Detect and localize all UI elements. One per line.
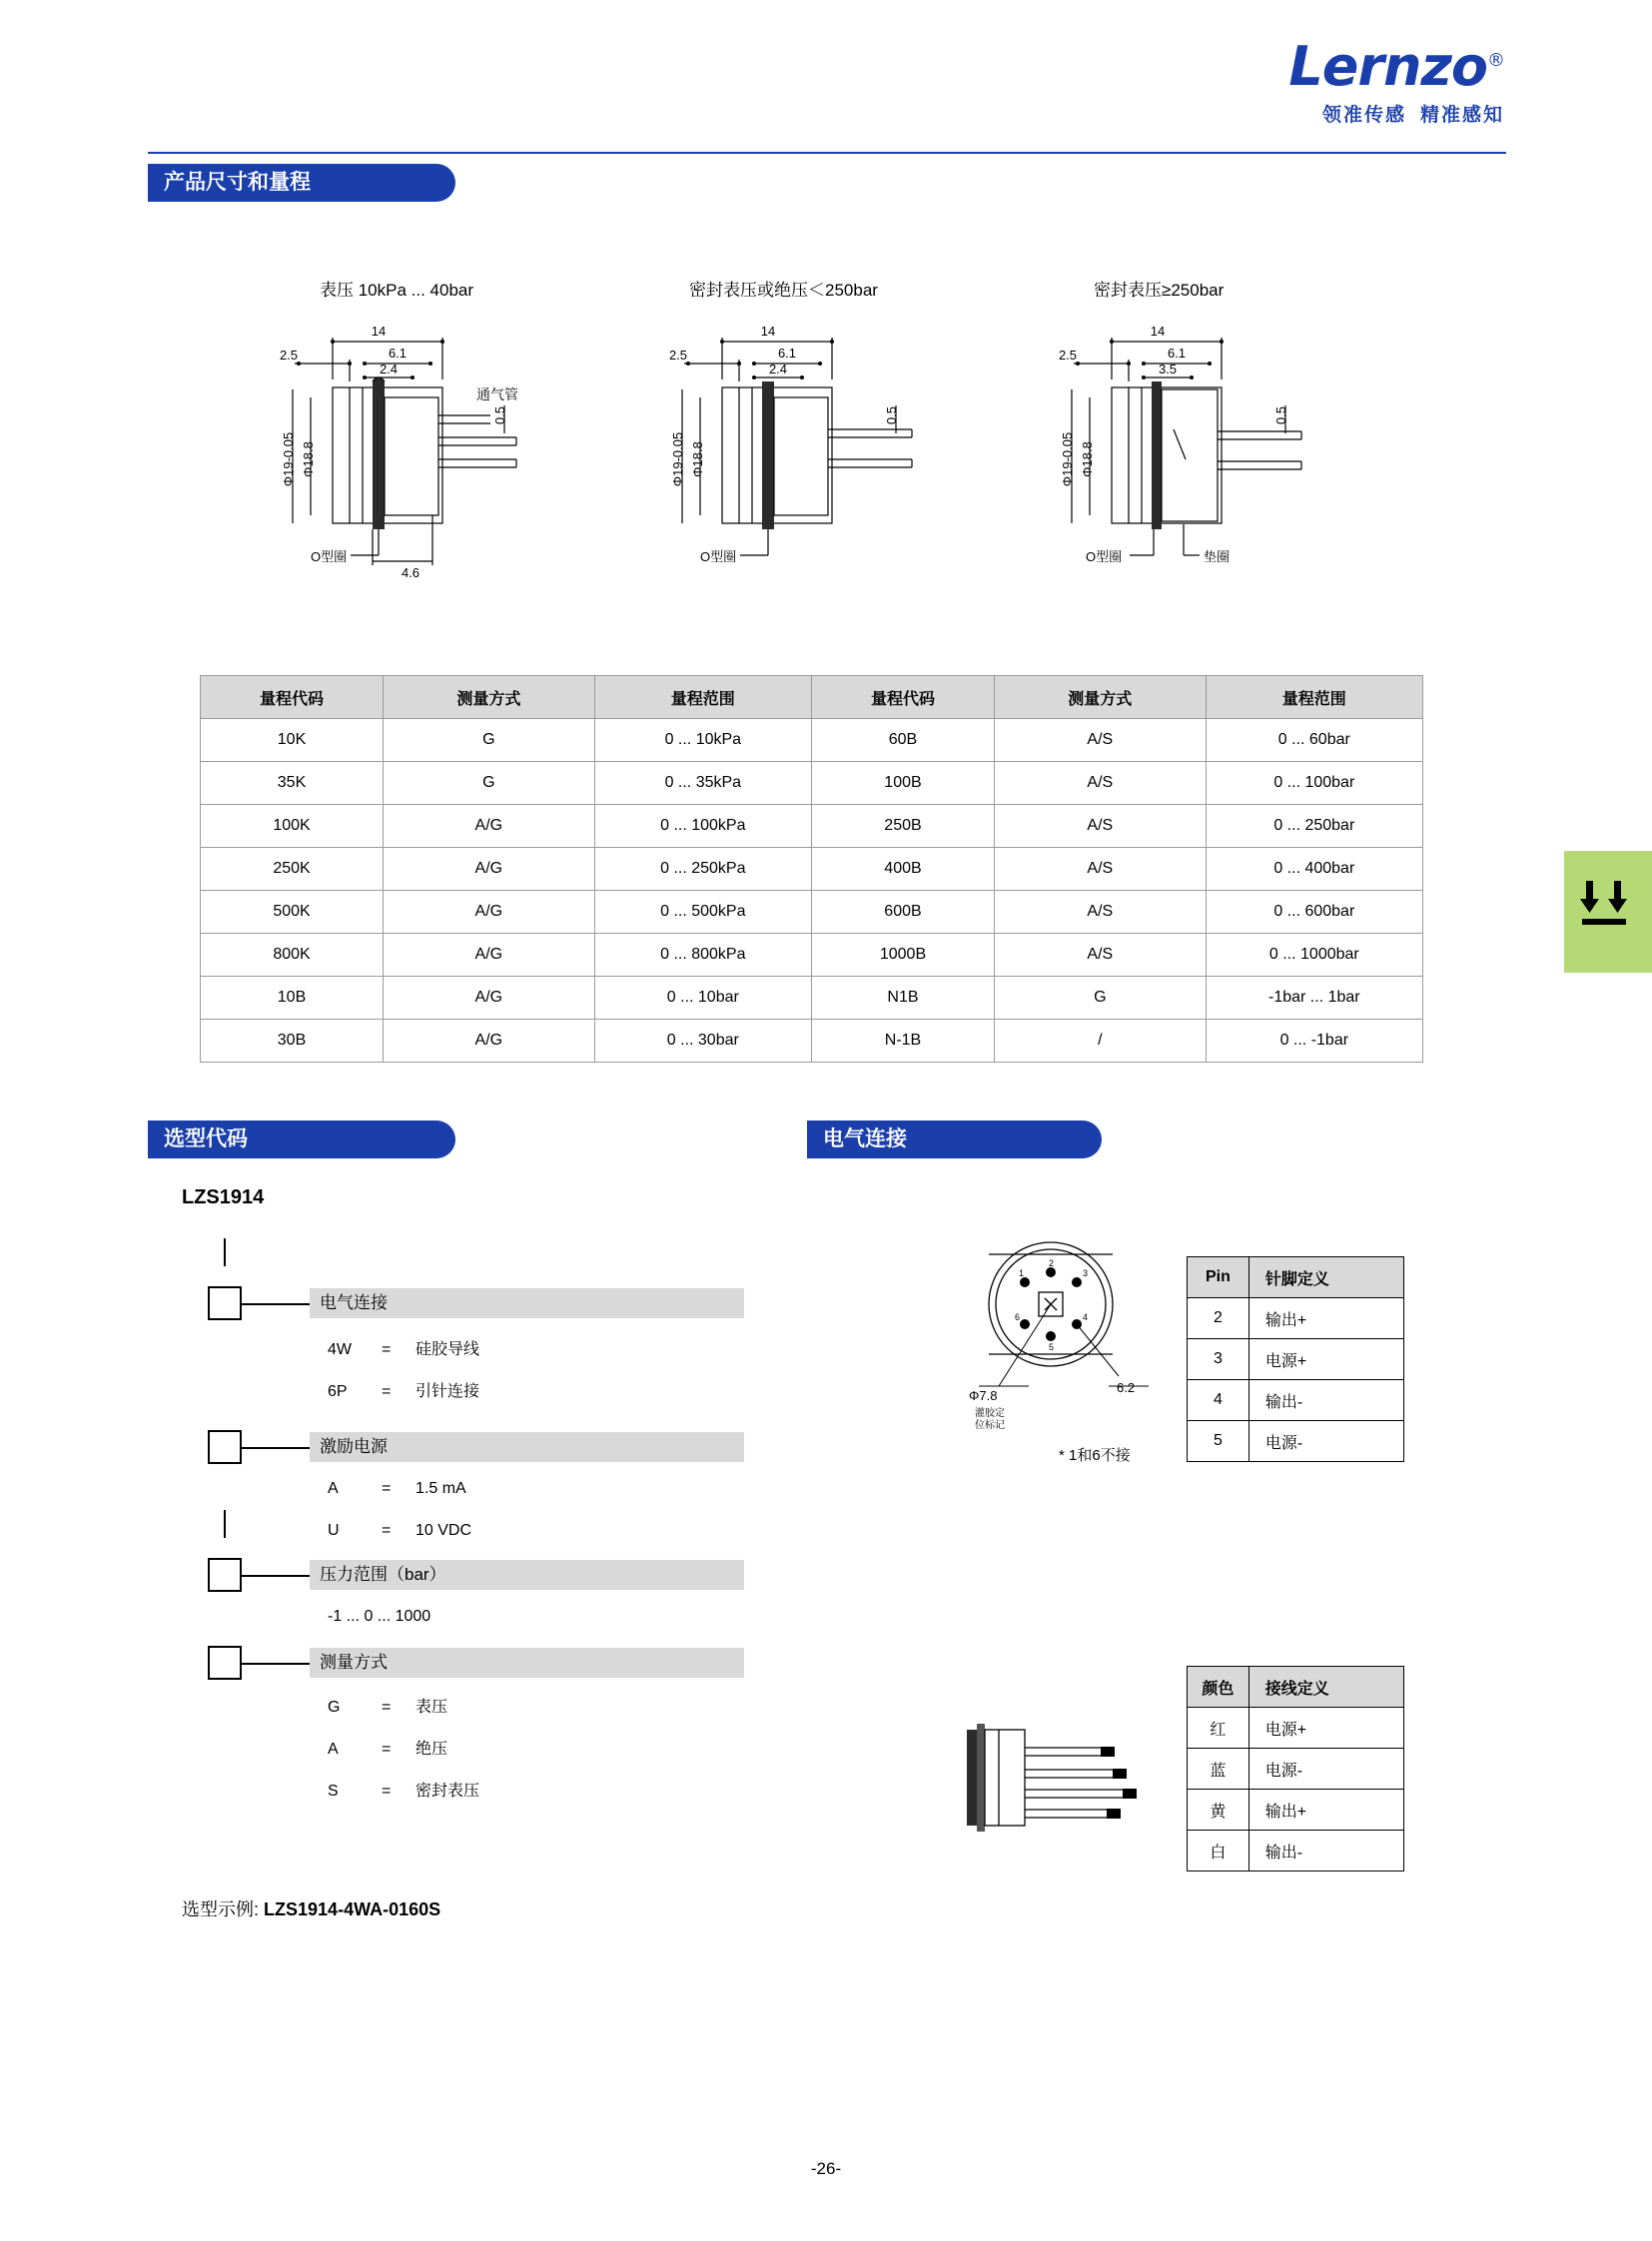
svg-text:Φ19-0.05: Φ19-0.05 (670, 431, 685, 487)
cell: 0 ... 10bar (594, 977, 811, 1020)
dim-6-1: 6.1 (388, 346, 408, 361)
range-th-2: 量程范围 (594, 676, 811, 719)
cell: 100B (811, 762, 994, 805)
table-header-row (1188, 1257, 1404, 1298)
table-row (1188, 1421, 1404, 1462)
cell: N-1B (811, 1020, 994, 1063)
code-leader-4 (242, 1663, 312, 1665)
option-equals: = (382, 1522, 392, 1539)
cell: 0 ... 60bar (1206, 719, 1422, 762)
table-row (201, 1020, 1423, 1063)
label-vent-tube: 通气管 (476, 386, 518, 402)
dim-14: 14 (371, 324, 387, 339)
table-row (201, 719, 1423, 762)
svg-text:Φ18.8: Φ18.8 (690, 441, 705, 477)
svg-text:6.1: 6.1 (1167, 346, 1187, 361)
option-code: G (328, 1699, 341, 1716)
color-th-1: 接线定义 (1248, 1667, 1403, 1708)
cell: 输出- (1248, 1380, 1403, 1421)
code-group-title-electrical: 电气连接 (310, 1288, 744, 1318)
cell: A/S (995, 805, 1207, 848)
table-row (201, 977, 1423, 1020)
cell: 0 ... 100bar (1206, 762, 1422, 805)
code-option-u-voltage (328, 1522, 471, 1540)
brand-name: Lernzo (1288, 35, 1487, 98)
code-box-excitation[interactable] (208, 1430, 242, 1464)
cell: 黄 (1188, 1790, 1249, 1831)
code-leader-3 (242, 1575, 312, 1577)
dim-0-5: 0.5 (492, 405, 507, 425)
table-row (201, 805, 1423, 848)
option-desc: 密封表压 (415, 1783, 480, 1800)
code-option-6p (328, 1378, 479, 1401)
cell: 0 ... 30bar (594, 1020, 811, 1063)
code-group-title-pressure: 压力范围（bar） (310, 1560, 744, 1590)
cell: A/S (995, 762, 1207, 805)
range-th-0: 量程代码 (201, 676, 384, 719)
cell: A/G (384, 977, 595, 1020)
cell: 输出+ (1248, 1790, 1403, 1831)
code-option-g (328, 1694, 447, 1717)
table-row (201, 934, 1423, 977)
selection-example-label: 选型示例: (182, 1899, 260, 1919)
cell: 600B (811, 891, 994, 934)
range-table (200, 675, 1423, 1063)
option-desc: 1.5 mA (415, 1480, 466, 1497)
brand-tagline-left: 领准传感 (1321, 105, 1406, 126)
section-title-selection-code: 选型代码 (148, 1120, 455, 1158)
cell: 电源- (1248, 1421, 1403, 1462)
cell: A/G (384, 805, 595, 848)
cell: 0 ... 1000bar (1206, 934, 1422, 977)
svg-text:2.4: 2.4 (768, 362, 788, 376)
sensor-drawing-sealed-abs (644, 320, 1004, 609)
range-th-5: 量程范围 (1206, 676, 1422, 719)
svg-text:6: 6 (1015, 1312, 1021, 1322)
selection-example (182, 1895, 440, 1921)
sensor-drawing-gauge (255, 320, 614, 609)
option-equals: = (382, 1699, 392, 1716)
pin-definition-table (1187, 1256, 1404, 1462)
table-row (1188, 1380, 1404, 1421)
cell: 2 (1188, 1298, 1249, 1339)
option-desc: 引针连接 (415, 1383, 480, 1400)
cell: 400B (811, 848, 994, 891)
dim-dia-18-8: Φ18.8 (301, 441, 316, 477)
label-o-ring-2: O型圈 (700, 549, 737, 564)
cell: 白 (1188, 1831, 1249, 1871)
cell: 输出+ (1248, 1298, 1403, 1339)
range-th-3: 量程代码 (811, 676, 994, 719)
cell: 100K (201, 805, 384, 848)
cell: -1bar ... 1bar (1206, 977, 1422, 1020)
code-option-a-abs (328, 1736, 447, 1759)
cell: 蓝 (1188, 1749, 1249, 1790)
pin-th-1: 针脚定义 (1248, 1257, 1403, 1298)
color-th-0: 颜色 (1188, 1667, 1249, 1708)
option-code: 4W (328, 1341, 352, 1358)
label-glue-mark-1: 灌胶定 (975, 1408, 1005, 1419)
cell: 电源+ (1248, 1339, 1403, 1380)
cell: 250K (201, 848, 384, 891)
code-group-title-measure: 测量方式 (310, 1648, 744, 1678)
cell: 250B (811, 805, 994, 848)
label-dia-7-8: Φ7.8 (969, 1388, 998, 1403)
option-equals: = (382, 1383, 392, 1400)
download-tab[interactable] (1564, 851, 1652, 973)
svg-text:2.5: 2.5 (668, 348, 688, 363)
code-option-a-current (328, 1480, 466, 1498)
cell: 0 ... 500kPa (594, 891, 811, 934)
code-tick-2 (224, 1510, 226, 1538)
brand-tagline-right: 精准感知 (1419, 105, 1504, 126)
option-equals: = (382, 1480, 392, 1497)
option-equals: = (382, 1341, 392, 1358)
dim-2-4: 2.4 (379, 362, 399, 376)
cell: 4 (1188, 1380, 1249, 1421)
cell: 0 ... 250bar (1206, 805, 1422, 848)
selection-example-value: LZS1914-4WA-0160S (264, 1899, 441, 1919)
table-row (1188, 1831, 1404, 1871)
option-code: A (328, 1480, 339, 1497)
cell: 0 ... 600bar (1206, 891, 1422, 934)
svg-text:0.5: 0.5 (884, 405, 899, 425)
section-title-electrical: 电气连接 (807, 1120, 1102, 1158)
dim-2-5: 2.5 (279, 348, 299, 363)
cell: 3 (1188, 1339, 1249, 1380)
table-row (201, 848, 1423, 891)
cell: A/S (995, 848, 1207, 891)
cell: 0 ... 400bar (1206, 848, 1422, 891)
cable-drawing (939, 1718, 1189, 1848)
cell: 电源+ (1248, 1708, 1403, 1749)
connector-drawing (959, 1218, 1189, 1458)
svg-text:4: 4 (1083, 1312, 1089, 1322)
cell: A/G (384, 891, 595, 934)
model-number: LZS1914 (182, 1186, 265, 1208)
cell: 500K (201, 891, 384, 934)
option-code: A (328, 1741, 339, 1758)
cell: / (995, 1020, 1207, 1063)
svg-text:6.1: 6.1 (777, 346, 797, 361)
cell: 电源- (1248, 1749, 1403, 1790)
label-o-ring-1: O型圈 (311, 549, 348, 564)
cell: G (995, 977, 1207, 1020)
cell: G (384, 719, 595, 762)
code-tick-1 (224, 1238, 226, 1266)
code-leader-1 (242, 1303, 312, 1305)
table-row (1188, 1749, 1404, 1790)
brand-logo-text (1288, 35, 1504, 98)
cell: 800K (201, 934, 384, 977)
label-glue-mark-2: 位标记 (975, 1420, 1005, 1431)
svg-text:Φ19-0.05: Φ19-0.05 (1060, 431, 1075, 487)
option-equals: = (382, 1783, 392, 1800)
code-box-electrical[interactable] (208, 1286, 242, 1320)
cell: 10K (201, 719, 384, 762)
svg-text:14: 14 (760, 324, 776, 339)
table-row (1188, 1298, 1404, 1339)
range-th-4: 测量方式 (995, 676, 1207, 719)
cell: 0 ... 800kPa (594, 934, 811, 977)
cell: 0 ... 35kPa (594, 762, 811, 805)
wire-color-table (1187, 1666, 1404, 1871)
header-divider (148, 152, 1506, 154)
dim-dia-19: Φ19-0.05 (281, 431, 296, 487)
cell: A/G (384, 1020, 595, 1063)
cell: A/S (995, 719, 1207, 762)
table-row (1188, 1339, 1404, 1380)
svg-text:3: 3 (1083, 1268, 1089, 1278)
code-box-pressure-range[interactable] (208, 1558, 242, 1592)
label-gasket: 垫圈 (1204, 549, 1231, 564)
table-row (201, 762, 1423, 805)
drawing-caption-3: 密封表压≥250bar (1094, 281, 1225, 300)
table-header-row (1188, 1667, 1404, 1708)
double-down-arrow-icon (1576, 877, 1640, 929)
label-6-2: 6.2 (1117, 1380, 1136, 1395)
brand-tagline (1288, 100, 1504, 127)
cell: 红 (1188, 1708, 1249, 1749)
cell: A/S (995, 891, 1207, 934)
table-row (1188, 1790, 1404, 1831)
code-option-s-sealed (328, 1778, 479, 1801)
table-header-row (201, 676, 1423, 719)
cell: A/S (995, 934, 1207, 977)
code-option-pressure-values: -1 ... 0 ... 1000 (328, 1608, 431, 1625)
cell: 10B (201, 977, 384, 1020)
option-desc: 表压 (415, 1699, 448, 1716)
cell: 0 ... 10kPa (594, 719, 811, 762)
code-box-measure-type[interactable] (208, 1646, 242, 1680)
drawing-caption-2: 密封表压或绝压＜250bar (689, 281, 878, 300)
table-row (1188, 1708, 1404, 1749)
svg-text:14: 14 (1150, 324, 1166, 339)
cell: 0 ... 250kPa (594, 848, 811, 891)
section-title-dimensions: 产品尺寸和量程 (148, 164, 455, 202)
cell: N1B (811, 977, 994, 1020)
sensor-drawing-sealed-high (1034, 320, 1393, 609)
code-group-title-excitation: 激励电源 (310, 1432, 744, 1462)
cell: 1000B (811, 934, 994, 977)
option-code: 6P (328, 1383, 348, 1400)
table-row (201, 891, 1423, 934)
cell: 0 ... -1bar (1206, 1020, 1422, 1063)
cell: 5 (1188, 1421, 1249, 1462)
selection-code-diagram (182, 1228, 821, 1868)
cell: 30B (201, 1020, 384, 1063)
dim-4-6: 4.6 (401, 565, 420, 580)
cell: 输出- (1248, 1831, 1403, 1871)
svg-text:5: 5 (1049, 1342, 1055, 1352)
option-desc: 绝压 (415, 1741, 448, 1758)
cell: A/G (384, 934, 595, 977)
option-code: U (328, 1522, 340, 1539)
cell: 35K (201, 762, 384, 805)
registered-mark-icon: ® (1487, 50, 1504, 71)
option-desc: 10 VDC (415, 1522, 472, 1539)
code-leader-2 (242, 1447, 312, 1449)
svg-text:Φ18.8: Φ18.8 (1080, 441, 1095, 477)
cell: G (384, 762, 595, 805)
brand-logo (1288, 35, 1504, 127)
svg-text:2: 2 (1049, 1258, 1055, 1268)
page-number: -26- (810, 2159, 842, 2178)
range-th-1: 测量方式 (384, 676, 595, 719)
cell: 0 ... 100kPa (594, 805, 811, 848)
option-desc: 硅胶导线 (415, 1341, 480, 1358)
label-o-ring-3: O型圈 (1086, 549, 1123, 564)
svg-text:1: 1 (1019, 1268, 1025, 1278)
drawing-caption-1: 表压 10kPa ... 40bar (320, 281, 474, 300)
option-code: S (328, 1783, 339, 1800)
cell: A/G (384, 848, 595, 891)
code-option-4w (328, 1336, 479, 1359)
dim-3-5: 3.5 (1158, 362, 1178, 376)
svg-text:2.5: 2.5 (1058, 348, 1078, 363)
pin-note: * 1和6不接 (1059, 1447, 1131, 1464)
svg-text:0.5: 0.5 (1273, 405, 1288, 425)
cell: 60B (811, 719, 994, 762)
pin-th-0: Pin (1188, 1257, 1249, 1298)
option-equals: = (382, 1741, 392, 1758)
